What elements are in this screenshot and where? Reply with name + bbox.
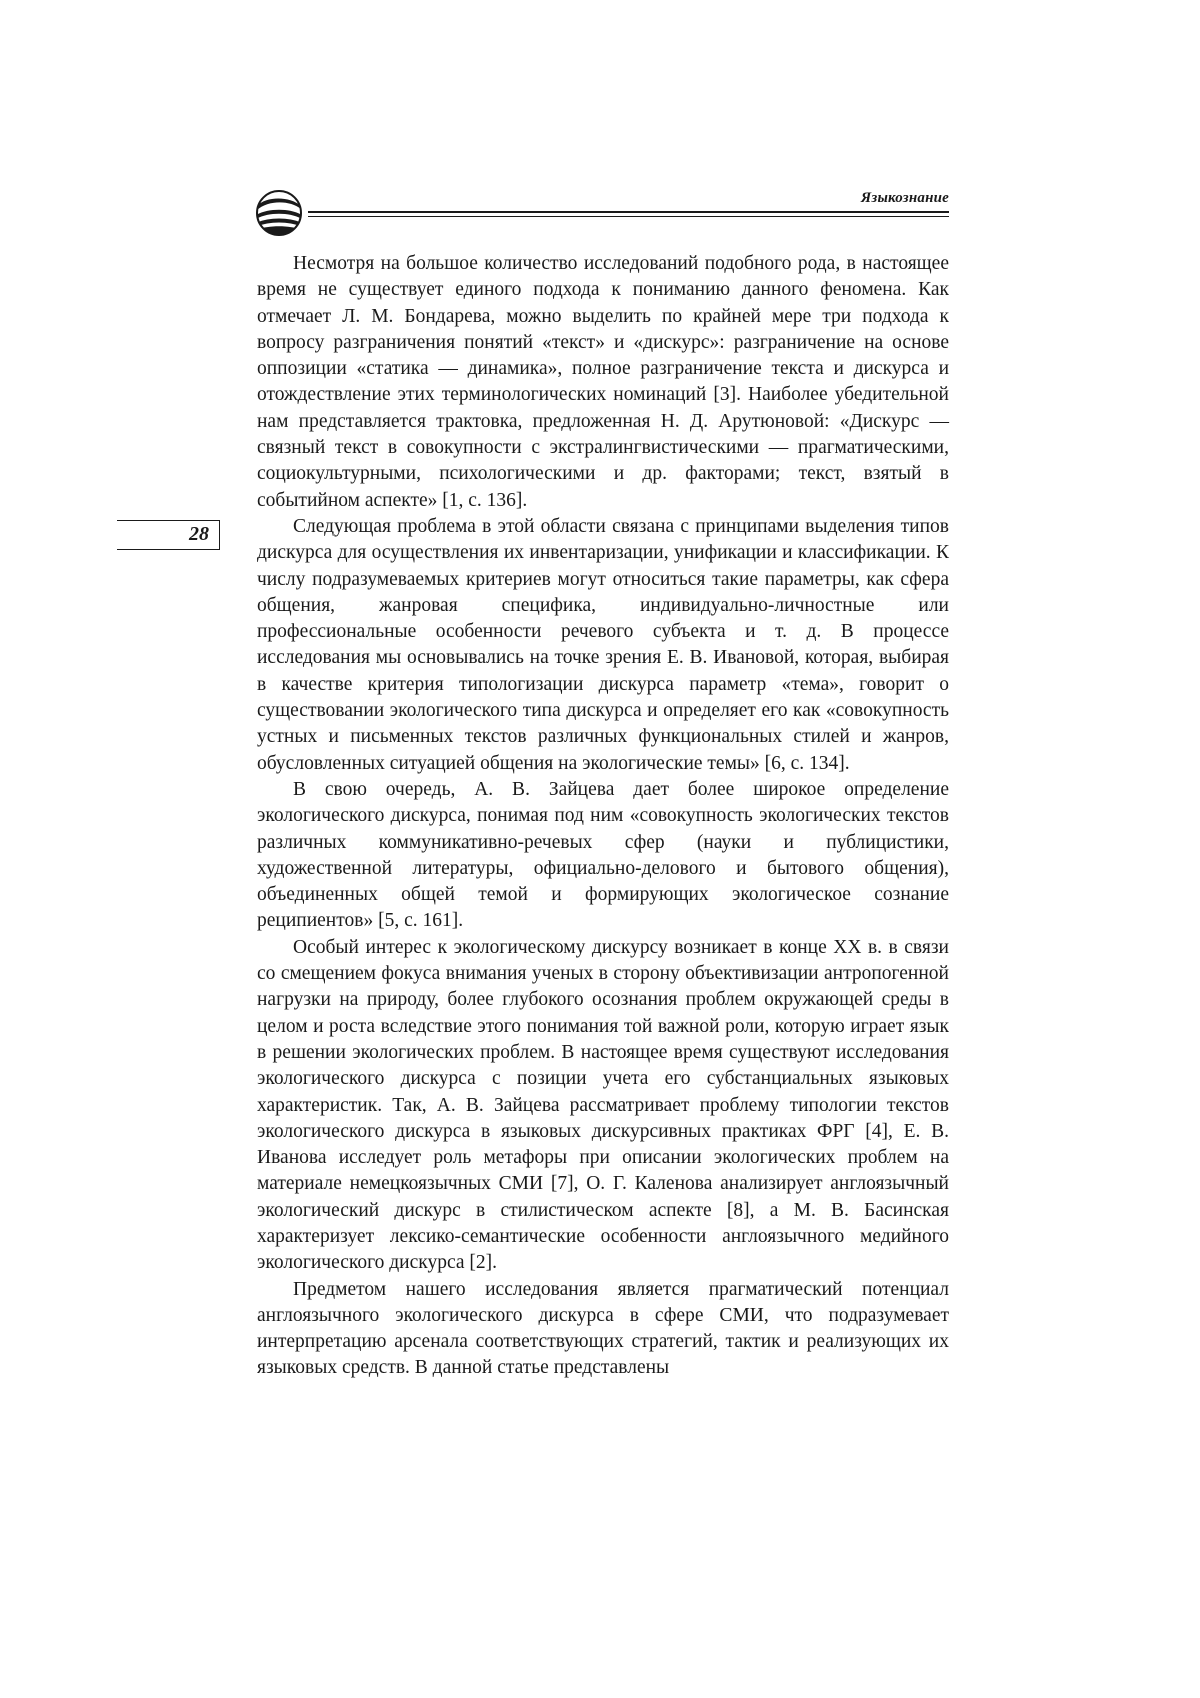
article-body: [257, 251, 949, 1382]
paragraph: Следующая проблема в этой области связана с принципами выделения типов дискурса для осуществления их инвентаризации, унификации и классификации. К числу подразумеваемых критериев могут относиться такие параметры, как сфера общения, жанровая специфика, индивидуально-личностные или профессиональные особенности речевого субъекта и т. д. В процессе исследования мы основывались на точке зрения Е. В. Ивановой, которая, выбирая в качестве критерия типологизации дискурса параметр «тема», говорит о существовании экологического типа дискурса и определяет его как «совокупность устных и письменных текстов различных функциональных стилей и жанров, обусловленных ситуацией общения на экологические темы» [6, с. 134].: [257, 515, 949, 774]
section-title: Языкознание: [860, 190, 949, 206]
paragraph: В свою очередь, А. В. Зайцева дает более широкое определение экологического дискурса, понимая под ним «совокупность экологических текстов различных коммуникативно-речевых сфер (науки и публицистики, художественной литературы, официально-делового и бытового общения), объединенных общей темой и формирующих экологическое сознание реципиентов» [5, с. 161].: [257, 778, 949, 932]
paragraph: Предметом нашего исследования является прагматический потенциал англоязычного экологического дискурса в сфере СМИ, что подразумевает интерпретацию арсенала соответствующих стратегий, тактик и реализующих их языковых средств. В данной статье представлены: [257, 1278, 949, 1379]
page-number: 28: [117, 520, 220, 550]
journal-logo-icon: [256, 190, 302, 236]
header-rule-thick: [308, 211, 949, 213]
paragraph: Несмотря на большое количество исследований подобного рода, в настоящее время не существует единого подхода к пониманию данного феномена. Как отмечает Л. М. Бондарева, можно выделить по крайней мере три подхода к вопросу разграничения понятий «текст» и «дискурс»: разграничение на основе оппозиции «статика — динамика», полное разграничение текста и дискурса и отождествление этих терминологических номинаций [3]. Наиболее убедительной нам представляется трактовка, предложенная Н. Д. Арутюновой: «Дискурс — связный текст в совокупности с экстралингвистическими — прагматическими, социокультурными, психологическими и др. факторами; текст, взятый в событийном аспекте» [1, с. 136].: [257, 253, 949, 511]
header-rule-thin: [308, 216, 949, 217]
paragraph: Особый интерес к экологическому дискурсу возникает в конце XX в. в связи со смещением фокуса внимания ученых в сторону объективизации антропогенной нагрузки на природу, более глубокого осознания проблем окружающей среды в целом и роста вследствие этого понимания той важной роли, которую играет язык в решении экологических проблем. В настоящее время существуют исследования экологического дискурса с позиции учета его субстанциальных языковых характеристик. Так, А. В. Зайцева рассматривает проблему типологии текстов экологического дискурса в языковых дискурсивных практиках ФРГ [4], Е. В. Иванова исследует роль метафоры при описании экологических проблем на материале немецкоязычных СМИ [7], О. Г. Каленова анализирует англоязычный экологический дискурс в стилистическом аспекте [8], а М. В. Басинская характеризует лексико-семантические особенности англоязычного медийного экологического дискурса [2].: [257, 936, 949, 1274]
